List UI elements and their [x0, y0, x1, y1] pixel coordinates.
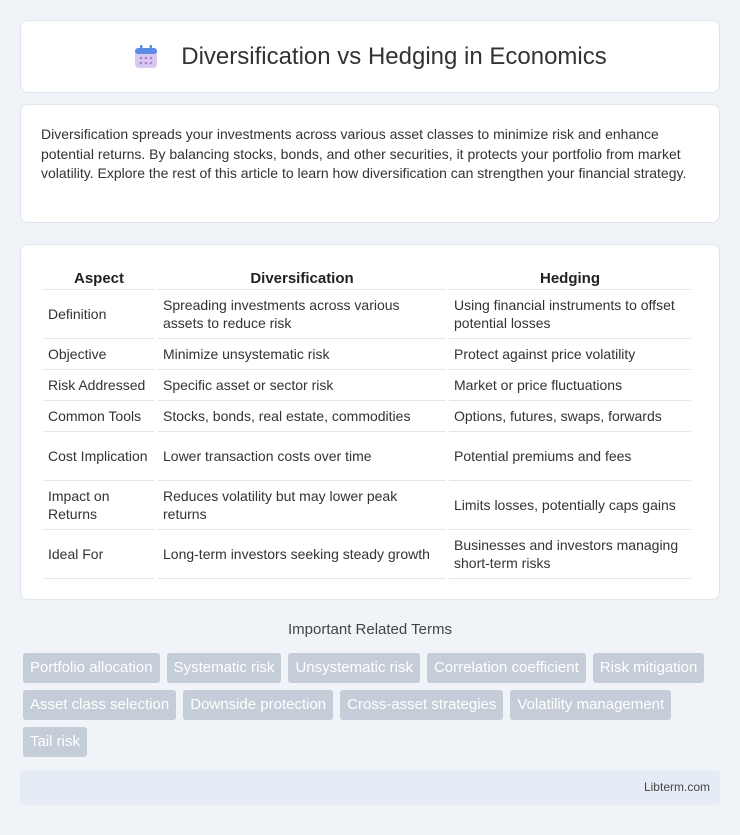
hedging-cell: Options, futures, swaps, forwards: [449, 401, 691, 432]
header-diversification: Diversification: [158, 265, 446, 290]
diversification-cell: Stocks, bonds, real estate, commodities: [158, 401, 446, 432]
header-hedging: Hedging: [449, 265, 691, 290]
aspect-cell: Impact on Returns: [43, 481, 155, 530]
related-terms-list: [23, 653, 723, 764]
diversification-cell: Minimize unsystematic risk: [158, 339, 446, 370]
diversification-cell: Lower transaction costs over time: [158, 432, 446, 481]
table-row: [43, 401, 691, 432]
hedging-cell: Limits losses, potentially caps gains: [449, 481, 691, 530]
hedging-cell: Potential premiums and fees: [449, 432, 691, 481]
table-row: [43, 339, 691, 370]
tag-downside-protection[interactable]: Downside protection: [183, 690, 333, 720]
table-row: [43, 432, 691, 481]
hedging-cell: Market or price fluctuations: [449, 370, 691, 401]
tag-correlation-coefficient[interactable]: Correlation coefficient: [427, 653, 586, 683]
tag-volatility-management[interactable]: Volatility management: [510, 690, 671, 720]
hedging-cell: Protect against price volatility: [449, 339, 691, 370]
table-row: [43, 530, 691, 579]
hedging-cell: Businesses and investors managing short-term risks: [449, 530, 691, 579]
diversification-cell: Spreading investments across various assets to reduce risk: [158, 290, 446, 339]
footer: [20, 770, 720, 805]
aspect-cell: Common Tools: [43, 401, 155, 432]
table-row: [43, 290, 691, 339]
diversification-cell: Specific asset or sector risk: [158, 370, 446, 401]
aspect-cell: Objective: [43, 339, 155, 370]
hedging-cell: Using financial instruments to offset potential losses: [449, 290, 691, 339]
aspect-cell: Ideal For: [43, 530, 155, 579]
header-aspect: Aspect: [43, 265, 155, 290]
header-card: [20, 20, 720, 93]
diversification-cell: Reduces volatility but may lower peak returns: [158, 481, 446, 530]
tag-systematic-risk[interactable]: Systematic risk: [167, 653, 282, 683]
tag-asset-class-selection[interactable]: Asset class selection: [23, 690, 176, 720]
related-terms-title: Important Related Terms: [288, 621, 452, 638]
comparison-table: [40, 265, 694, 579]
table-row: [43, 370, 691, 401]
tag-cross-asset-strategies[interactable]: Cross-asset strategies: [340, 690, 503, 720]
tag-risk-mitigation[interactable]: Risk mitigation: [593, 653, 705, 683]
calendar-icon: [133, 44, 159, 70]
intro-text: Diversification spreads your investments across various asset classes to minimize risk and enhance potential returns. By balancing stocks, bonds, and other securities, it protects your portfolio from market volatility. Explore the rest of this article to learn how diversification can strengthen your financial strategy.: [41, 126, 687, 181]
intro-card: [20, 104, 720, 223]
aspect-cell: Risk Addressed: [43, 370, 155, 401]
comparison-card: [20, 244, 720, 600]
diversification-cell: Long-term investors seeking steady growth: [158, 530, 446, 579]
tag-unsystematic-risk[interactable]: Unsystematic risk: [288, 653, 420, 683]
aspect-cell: Definition: [43, 290, 155, 339]
aspect-cell: Cost Implication: [43, 432, 155, 481]
footer-brand[interactable]: Libterm.com: [643, 780, 710, 794]
tag-portfolio-allocation[interactable]: Portfolio allocation: [23, 653, 160, 683]
table-row: [43, 481, 691, 530]
page-title: Diversification vs Hedging in Economics: [181, 42, 607, 70]
tag-tail-risk[interactable]: Tail risk: [23, 727, 87, 757]
